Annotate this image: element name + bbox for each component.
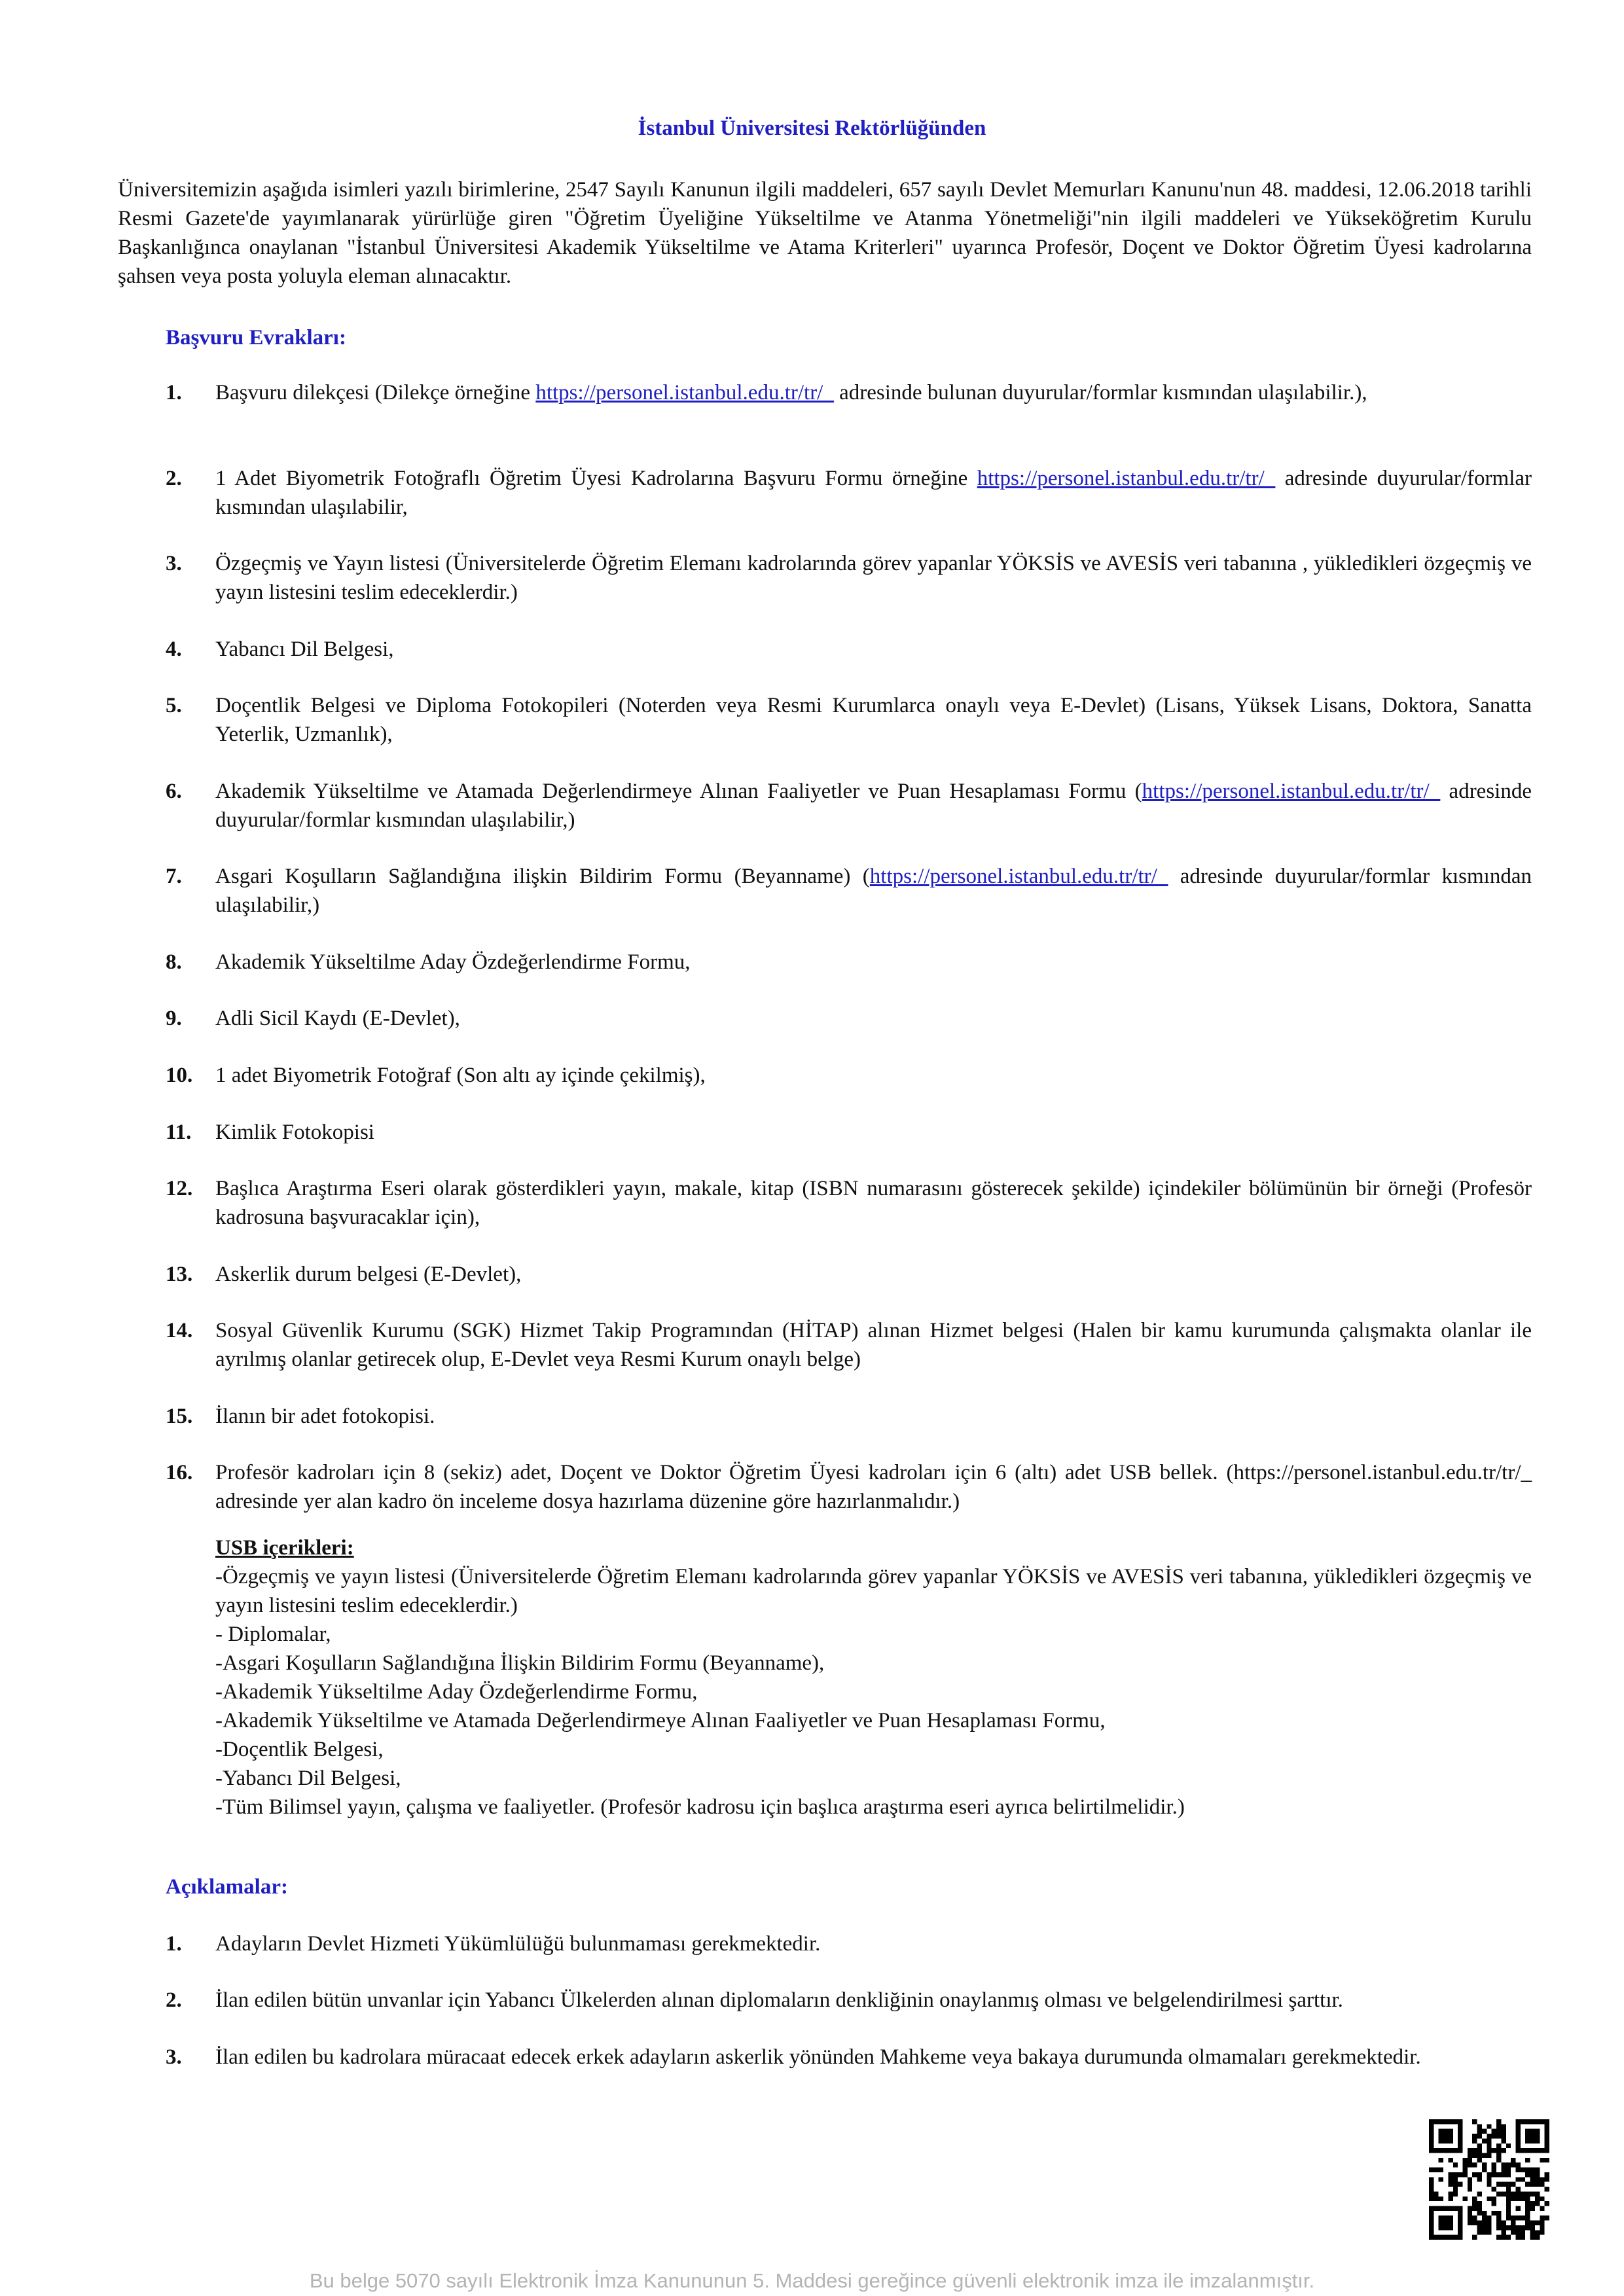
basvuru-item-1: [166, 378, 1532, 407]
item-number: 1.: [166, 381, 182, 404]
usb-line: -Doçentlik Belgesi,: [215, 1738, 384, 1761]
usb-line: -Yabancı Dil Belgesi,: [215, 1767, 401, 1790]
basvuru-item-4: [166, 635, 1532, 664]
item-number: 6.: [166, 780, 182, 803]
basvuru-item-3: [166, 549, 1532, 607]
usb-line: -Akademik Yükseltilme ve Atamada Değerlendirmeye Alınan Faaliyetler ve Puan Hesaplaması Formu,: [215, 1709, 1106, 1732]
personel-link[interactable]: https://personel.istanbul.edu.tr/tr/_: [869, 865, 1168, 888]
item-text: Doçentlik Belgesi ve Diploma Fotokopileri (Noterden veya Resmi Kurumlarca onaylı veya E-Devlet) (Lisans, Yüksek Lisans, Doktora, Sanatta Yeterlik, Uzmanlık),: [215, 694, 1532, 746]
item-text: 1 adet Biyometrik Fotoğraf (Son altı ay içinde çekilmiş),: [215, 1064, 706, 1087]
item-text: İlan edilen bütün unvanlar için Yabancı Ülkelerden alınan diplomaların denkliğinin onaylanmış olması ve belgelendirilmesi şarttır.: [215, 1988, 1343, 2012]
e-signature-footer: Bu belge 5070 sayılı Elektronik İmza Kanununun 5. Maddesi gereğince güvenli elektronik imza ile imzalanmıştır.: [309, 2269, 1315, 2292]
intro-paragraph: Üniversitemizin aşağıda isimleri yazılı birimlerine, 2547 Sayılı Kanunun ilgili maddeleri, 657 sayılı Devlet Memurları Kanunu'nun 48. maddesi, 12.06.2018 tarihli Resmi Gazete'de yayımlanarak yürürlüğe giren "Öğretim Üyeliğine Yükseltilme ve Atanma Yönetmeliği"nin ilgili maddeleri ve Yükseköğretim Kurulu Başkanlığınca onaylanan "İstanbul Üniversitesi Akademik Yükseltilme ve Atama Kriterleri" uyarınca Profesör, Doçent ve Doktor Öğretim Üyesi kadrolarına şahsen veya posta yoluyla eleman alınacaktır.: [118, 178, 1532, 288]
item-number: 10.: [166, 1064, 193, 1087]
item-number: 16.: [166, 1461, 193, 1484]
item-text: Askerlik durum belgesi (E-Devlet),: [215, 1263, 522, 1286]
item-text-post: adresinde duyurular/formlar kısmından ulaşılabilir,): [215, 780, 1532, 832]
item-number: 12.: [166, 1177, 193, 1200]
item-text: İlan edilen bu kadrolara müracaat edecek erkek adayların askerlik yönünden Mahkeme veya bakaya durumunda olmamaları gerekmektedir.: [215, 2045, 1421, 2069]
item-text: Profesör kadroları için 8 (sekiz) adet, Doçent ve Doktor Öğretim Üyesi kadroları için 6 (altı) adet USB bellek. (https://personel.istanbul.edu.tr/tr/_ adresinde yer alan kadro ön inceleme dosya hazırlama düzenine göre hazırlanmalıdır.): [215, 1461, 1532, 1513]
item-text: Akademik Yükseltilme Aday Özdeğerlendirme Formu,: [215, 950, 691, 974]
item-text: Asgari Koşulların Sağlandığına ilişkin Bildirim Formu (Beyanname) (: [215, 865, 870, 888]
page-title: İstanbul Üniversitesi Rektörlüğünden: [638, 117, 986, 140]
basvuru-item-7: [166, 862, 1532, 920]
item-text: Adayların Devlet Hizmeti Yükümlülüğü bulunmaması gerekmektedir.: [215, 1932, 821, 1956]
usb-line: -Akademik Yükseltilme Aday Özdeğerlendirme Formu,: [215, 1680, 698, 1704]
item-text-post: adresinde bulunan duyurular/formlar kısmından ulaşılabilir.),: [833, 381, 1367, 404]
item-text: Kimlik Fotokopisi: [215, 1121, 374, 1144]
aciklama-item-3: [166, 2043, 1532, 2072]
item-number: 2.: [166, 467, 182, 490]
item-text: Adli Sicil Kaydı (E-Devlet),: [215, 1007, 460, 1030]
personel-link[interactable]: https://personel.istanbul.edu.tr/tr/_: [1142, 780, 1441, 803]
item-number: 11.: [166, 1121, 192, 1144]
usb-line: - Diplomalar,: [215, 1623, 331, 1646]
item-number: 15.: [166, 1405, 193, 1428]
item-text: Başvuru dilekçesi (Dilekçe örneğine: [215, 381, 536, 404]
item-text: İlanın bir adet fotokopisi.: [215, 1405, 435, 1428]
usb-title: USB içerikleri:: [215, 1536, 354, 1560]
item-number: 9.: [166, 1007, 182, 1030]
item-text: Başlıca Araştırma Eseri olarak gösterdikleri yayın, makale, kitap (ISBN numarasını gösterecek şekilde) içindekiler bölümünün bir örneği (Profesör kadrosuna başvuracaklar için),: [215, 1177, 1532, 1229]
item-number: 13.: [166, 1263, 193, 1286]
item-text-post: adresinde duyurular/formlar kısmından ulaşılabilir,: [215, 467, 1532, 519]
usb-line: -Asgari Koşulların Sağlandığına İlişkin Bildirim Formu (Beyanname),: [215, 1651, 825, 1675]
item-number: 4.: [166, 637, 182, 661]
basvuru-item-11: [166, 1118, 1532, 1147]
item-text: 1 Adet Biyometrik Fotoğraflı Öğretim Üyesi Kadrolarına Başvuru Formu örneğine: [215, 467, 977, 490]
basvuru-item-9: [166, 1004, 1532, 1033]
basvuru-item-2: [166, 464, 1532, 522]
item-number: 14.: [166, 1319, 193, 1342]
item-number: 2.: [166, 1988, 182, 2012]
usb-contents: [215, 1534, 1532, 1821]
basvuru-item-13: [166, 1260, 1532, 1289]
basvuru-item-6: [166, 777, 1532, 834]
item-number: 7.: [166, 865, 182, 888]
aciklama-item-2: [166, 1986, 1532, 2015]
basvuru-item-16: [166, 1458, 1532, 1516]
personel-link[interactable]: https://personel.istanbul.edu.tr/tr/_: [535, 381, 834, 404]
item-text-post: adresinde duyurular/formlar kısmından ulaşılabilir,): [215, 865, 1532, 917]
item-number: 1.: [166, 1932, 182, 1956]
personel-link[interactable]: https://personel.istanbul.edu.tr/tr/_: [977, 467, 1276, 490]
qr-code-icon: [1429, 2119, 1549, 2240]
item-text: Yabancı Dil Belgesi,: [215, 637, 394, 661]
item-number: 3.: [166, 2045, 182, 2069]
basvuru-heading: Başvuru Evrakları:: [166, 326, 346, 350]
item-number: 5.: [166, 694, 182, 717]
basvuru-item-15: [166, 1402, 1532, 1431]
usb-line: -Özgeçmiş ve yayın listesi (Üniversitelerde Öğretim Elemanı kadrolarında görev yapanlar YÖKSİS ve AVESİS veri tabanına, yükledikleri özgeçmiş ve yayın listesini teslim edeceklerdir.): [215, 1565, 1532, 1617]
basvuru-item-5: [166, 691, 1532, 749]
usb-line: -Tüm Bilimsel yayın, çalışma ve faaliyetler. (Profesör kadrosu için başlıca araştırma eseri ayrıca belirtilmelidir.): [215, 1795, 1185, 1819]
aciklama-item-1: [166, 1929, 1532, 1958]
item-text: Özgeçmiş ve Yayın listesi (Üniversitelerde Öğretim Elemanı kadrolarında görev yapanlar YÖKSİS ve AVESİS veri tabanına , yükledikleri özgeçmiş ve yayın listesini teslim edeceklerdir.): [215, 552, 1532, 604]
basvuru-item-14: [166, 1316, 1532, 1374]
item-text: Sosyal Güvenlik Kurumu (SGK) Hizmet Takip Programından (HİTAP) alınan Hizmet belgesi (Halen bir kamu kurumunda çalışmakta olanlar ile ayrılmış olanlar getirecek olup, E-Devlet veya Resmi Kurum onaylı belge): [215, 1319, 1532, 1371]
basvuru-item-8: [166, 948, 1532, 977]
aciklamalar-heading: Açıklamalar:: [166, 1875, 288, 1899]
item-number: 8.: [166, 950, 182, 974]
basvuru-item-12: [166, 1174, 1532, 1232]
item-text: Akademik Yükseltilme ve Atamada Değerlendirmeye Alınan Faaliyetler ve Puan Hesaplaması Formu (: [215, 780, 1142, 803]
basvuru-item-10: [166, 1061, 1532, 1090]
item-number: 3.: [166, 552, 182, 575]
